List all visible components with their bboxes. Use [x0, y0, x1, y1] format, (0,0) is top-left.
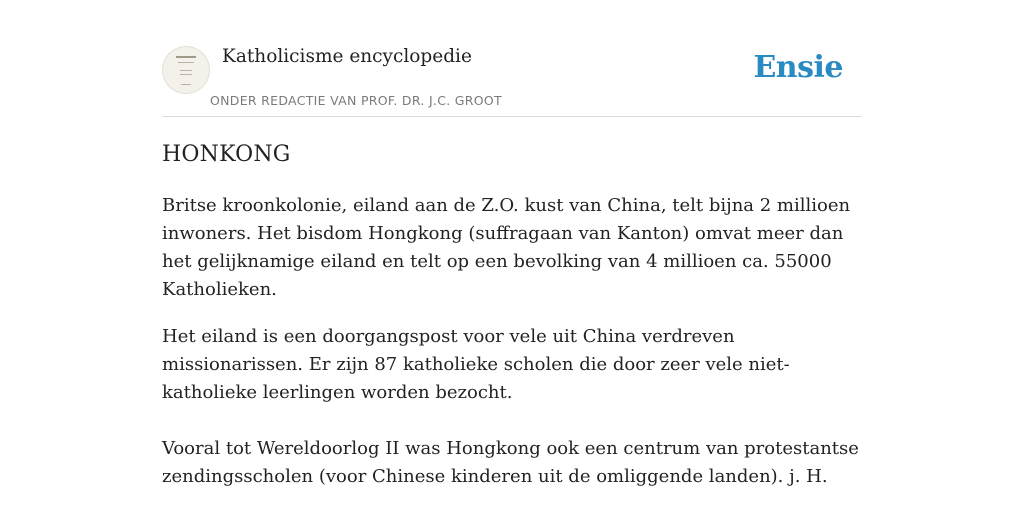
header: [162, 40, 862, 117]
ensie-logo[interactable]: Ensie: [753, 50, 843, 85]
article-paragraph: Britse kroonkolonie, eiland aan de Z.O. kust van China, telt bijna 2 millioen inwoners. Het bisdom Hongkong (suffragaan van Kanton) omvat meer dan het gelijknamige eiland en telt op een bevolking van 4 millioen ca. 55000 Katholieken.: [162, 195, 851, 300]
encyclopedia-title[interactable]: Katholicisme encyclopedie: [222, 46, 472, 67]
article: [162, 138, 862, 491]
encyclopedia-editor: ONDER REDACTIE VAN PROF. DR. J.C. GROOT: [210, 93, 502, 108]
article-paragraph: Vooral tot Wereldoorlog II was Hongkong ook een centrum van protestantse zendingsscholen (voor Chinese kinderen uit de omliggende landen). j. H.: [162, 438, 859, 487]
encyclopedia-cover-thumbnail[interactable]: [162, 46, 210, 94]
article-heading: HONKONG: [162, 142, 291, 167]
article-paragraph: Het eiland is een doorgangspost voor vele uit China verdreven missionarissen. Er zijn 87 katholieke scholen die door zeer vele niet-katholieke leerlingen worden bezocht.: [162, 326, 790, 403]
